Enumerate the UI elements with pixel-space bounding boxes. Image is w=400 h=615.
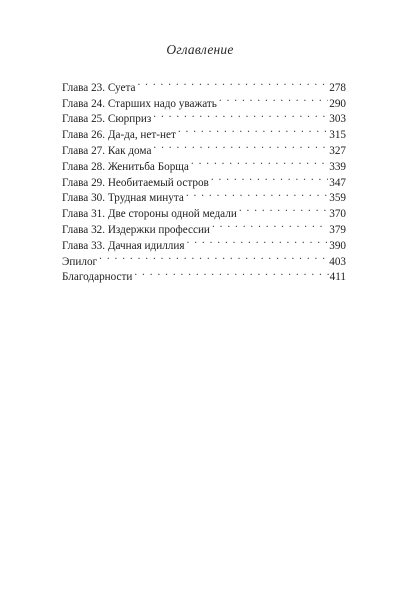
toc-entry-page: 359	[329, 192, 346, 205]
toc-entry	[62, 265, 346, 284]
toc-entry-page: 278	[329, 81, 346, 94]
toc-entry-page: 370	[329, 208, 346, 221]
toc-entry-label: Благодарности	[62, 271, 133, 284]
dot-leader	[137, 75, 328, 91]
table-of-contents	[62, 75, 346, 284]
toc-entry-label: Глава 32. Издержки профессии	[62, 223, 210, 236]
dot-leader	[178, 122, 328, 138]
toc-entry-label: Глава 31. Две стороны одной медали	[62, 208, 237, 221]
toc-entry-label: Глава 33. Дачная идиллия	[62, 239, 185, 252]
toc-title: Оглавление	[166, 42, 234, 57]
toc-entry-page: 347	[329, 176, 346, 189]
toc-entry-label: Глава 28. Женитьба Борща	[62, 160, 189, 173]
toc-entry-label: Эпилог	[62, 255, 98, 268]
toc-entry-page: 411	[329, 271, 346, 284]
toc-entry-label: Глава 23. Суета	[62, 81, 136, 94]
dot-leader	[191, 154, 328, 170]
toc-entry	[62, 249, 346, 268]
toc-entry-label: Глава 30. Трудная минута	[62, 192, 184, 205]
toc-entry-page: 379	[329, 223, 346, 236]
dot-leader	[186, 186, 328, 202]
dot-leader	[153, 138, 328, 154]
toc-entry-label: Глава 29. Необитаемый остров	[62, 176, 209, 189]
dot-leader	[211, 170, 328, 186]
toc-entry-page: 290	[329, 97, 346, 110]
toc-entry-page: 403	[329, 255, 346, 268]
toc-entry-page: 327	[329, 144, 346, 157]
toc-entry	[62, 75, 346, 94]
dot-leader	[187, 233, 329, 249]
toc-entry-page: 303	[329, 113, 346, 126]
toc-entry-page: 339	[329, 160, 346, 173]
toc-entry-label: Глава 24. Старших надо уважать	[62, 97, 217, 110]
toc-entry-page: 315	[329, 129, 346, 142]
dot-leader	[219, 91, 328, 107]
toc-entry-label: Глава 25. Сюрприз	[62, 113, 152, 126]
toc-entry-label: Глава 26. Да-да, нет-нет	[62, 129, 176, 142]
dot-leader	[239, 201, 328, 217]
dot-leader	[134, 265, 328, 281]
dot-leader	[212, 217, 328, 233]
dot-leader	[99, 249, 328, 265]
toc-entry-page: 390	[329, 239, 346, 252]
dot-leader	[153, 107, 328, 123]
toc-entry-label: Глава 27. Как дома	[62, 144, 152, 157]
